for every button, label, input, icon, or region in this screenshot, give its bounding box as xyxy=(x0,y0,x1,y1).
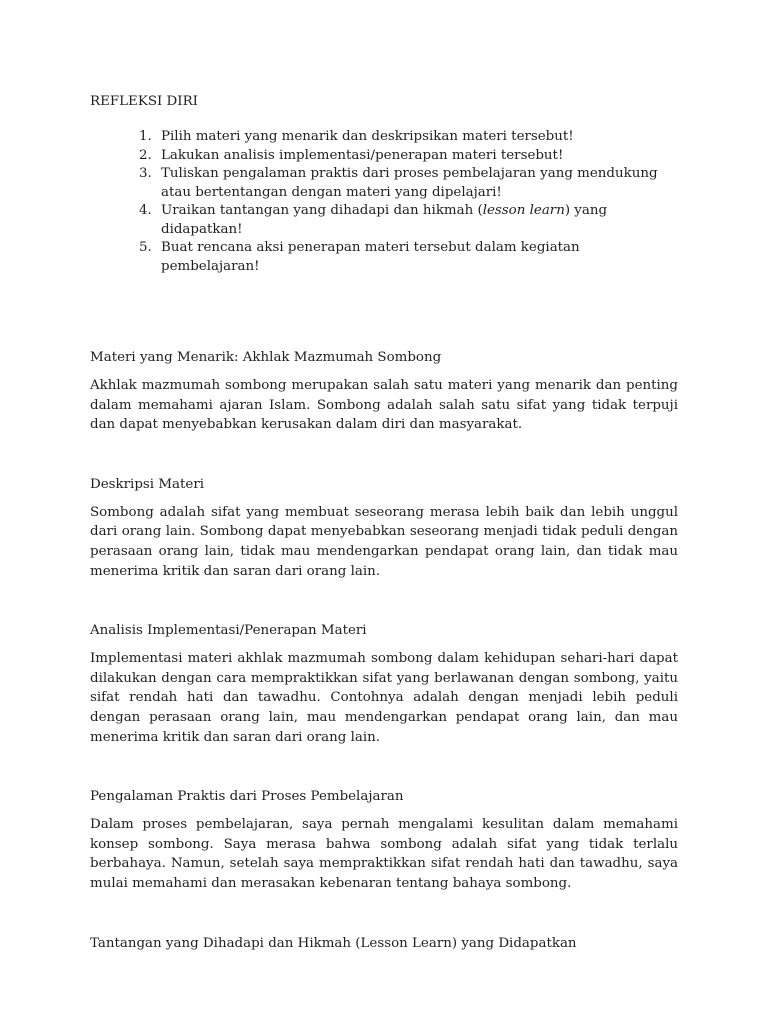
list-item xyxy=(90,239,678,276)
list-number: 2. xyxy=(139,147,152,163)
section-heading-tantangan: Tantangan yang Dihadapi dan Hikmah (Lesson Learn) yang Didapatkan xyxy=(90,935,577,951)
list-text-before: Uraikan tantangan yang dihadapi dan hikmah ( xyxy=(161,203,483,218)
section-body-analisis: Implementasi materi akhlak mazmumah sombong dalam kehidupan sehari-hari dapat dilakukan dengan cara mempraktikkan sifat yang berlawanan dengan sombong, yaitu sifat rendah hati dan tawadhu. Contohnya adalah dengan menjadi lebih peduli dengan perasaan orang lain, mau mendengarkan pendapat orang lain, dan mau menerima kritik dan saran dari orang lain. xyxy=(90,651,678,745)
list-number: 1. xyxy=(139,129,152,144)
list-text-italic: lesson learn xyxy=(482,203,565,218)
section-heading-deskripsi: Deskripsi Materi xyxy=(90,476,204,492)
list-number: 5. xyxy=(139,240,152,255)
list-number: 3. xyxy=(139,166,152,181)
instruction-list xyxy=(90,128,678,276)
list-text-after: ) yang didapatkan! xyxy=(161,203,608,237)
list-text: Pilih materi yang menarik dan deskripsikan materi tersebut! xyxy=(161,129,574,144)
list-number: 4. xyxy=(139,203,152,218)
list-text: Tuliskan pengalaman praktis dari proses pembelajaran yang mendukung atau bertentangan dengan materi yang dipelajari! xyxy=(161,166,658,200)
list-item xyxy=(90,165,678,202)
list-item xyxy=(90,128,678,147)
section-body-deskripsi: Sombong adalah sifat yang membuat seseorang merasa lebih baik dan lebih unggul dari orang lain. Sombong dapat menyebabkan seseorang menjadi tidak peduli dengan perasaan orang lain, tidak mau mendengarkan pendapat orang lain, dan tidak mau menerima kritik dan saran dari orang lain. xyxy=(90,504,678,579)
section-body-materi: Akhlak mazmumah sombong merupakan salah satu materi yang menarik dan penting dalam memahami ajaran Islam. Sombong adalah salah satu sifat yang tidak terpuji dan dapat menyebabkan kerusakan dalam diri dan masyarakat. xyxy=(90,378,678,433)
section-heading-materi: Materi yang Menarik: Akhlak Mazmumah Sombong xyxy=(90,350,442,365)
document-page xyxy=(90,92,678,962)
list-item xyxy=(90,147,678,166)
document-title: REFLEKSI DIRI xyxy=(90,94,198,109)
list-text: Lakukan analisis implementasi/penerapan materi tersebut! xyxy=(161,147,564,163)
list-item xyxy=(90,202,678,239)
section-body-pengalaman: Dalam proses pembelajaran, saya pernah mengalami kesulitan dalam memahami konsep sombong. Saya merasa bahwa sombong adalah sifat yang tidak terlalu berbahaya. Namun, setelah saya mempraktikkan sifat rendah hati dan tawadhu, saya mulai memahami dan merasakan kebenaran tentang bahaya sombong. xyxy=(90,817,678,891)
section-heading-analisis: Analisis Implementasi/Penerapan Materi xyxy=(90,623,367,639)
section-heading-pengalaman: Pengalaman Praktis dari Proses Pembelajaran xyxy=(90,789,404,805)
list-text: Buat rencana aksi penerapan materi tersebut dalam kegiatan pembelajaran! xyxy=(161,240,580,274)
